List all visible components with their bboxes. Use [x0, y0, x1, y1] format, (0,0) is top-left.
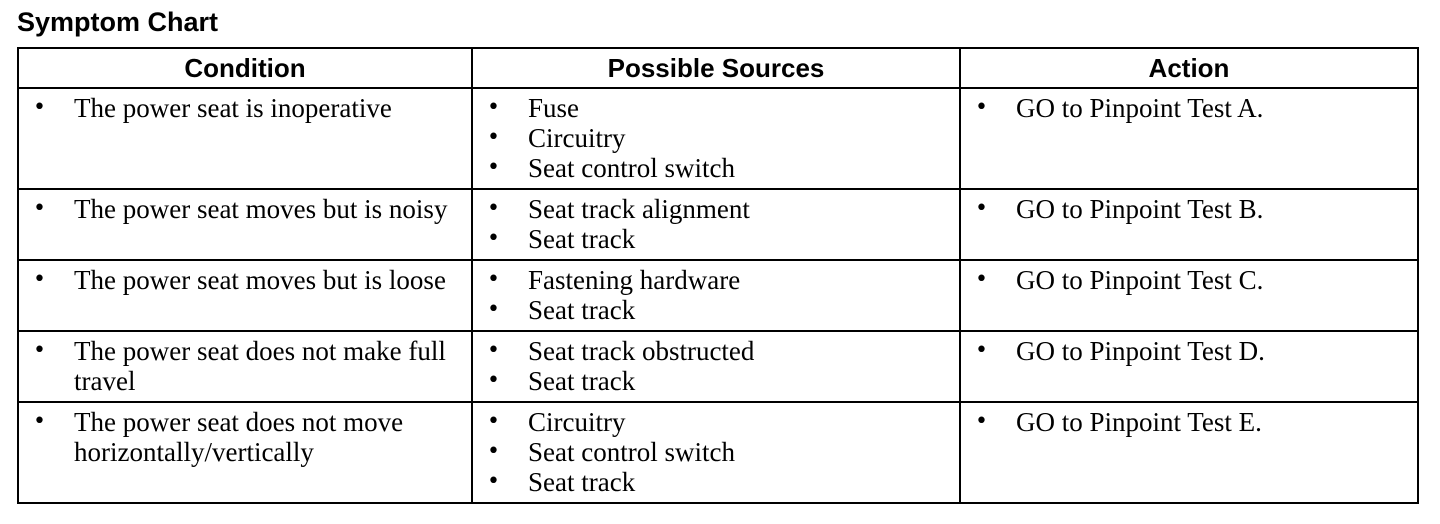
- condition-cell: [18, 260, 472, 331]
- list-item: [971, 194, 1409, 224]
- list-item: [483, 194, 951, 224]
- list-item-text: Seat track alignment: [528, 194, 750, 224]
- table-row: [18, 331, 1418, 402]
- list-item: [483, 366, 951, 396]
- bullet-icon: •: [487, 409, 500, 434]
- list-item-text: Seat track: [528, 224, 636, 254]
- list-item: [29, 407, 463, 467]
- page-title: Symptom Chart: [17, 7, 219, 37]
- list-item-text: Seat track: [528, 295, 636, 325]
- bullet-icon: •: [487, 155, 500, 180]
- table-row: [18, 402, 1418, 503]
- possible-sources-cell: [472, 260, 960, 331]
- bullet-list: [29, 194, 463, 224]
- possible-sources-cell: [472, 402, 960, 503]
- list-item: [483, 224, 951, 254]
- list-item-text: Fastening hardware: [528, 265, 741, 295]
- bullet-list: [971, 194, 1409, 224]
- bullet-icon: •: [975, 409, 988, 434]
- bullet-icon: •: [975, 338, 988, 363]
- bullet-list: [483, 336, 951, 396]
- action-cell: [960, 402, 1418, 503]
- list-item: [29, 93, 463, 123]
- bullet-icon: •: [33, 95, 46, 120]
- bullet-icon: •: [33, 409, 46, 434]
- table-row: [18, 189, 1418, 260]
- bullet-list: [29, 407, 463, 467]
- bullet-icon: •: [487, 297, 500, 322]
- bullet-icon: •: [487, 196, 500, 221]
- bullet-icon: •: [487, 226, 500, 251]
- bullet-icon: •: [33, 196, 46, 221]
- bullet-list: [483, 265, 951, 325]
- bullet-list: [483, 93, 951, 183]
- bullet-icon: •: [975, 95, 988, 120]
- list-item-text: Circuitry: [528, 407, 626, 437]
- bullet-icon: •: [487, 267, 500, 292]
- action-cell: [960, 331, 1418, 402]
- list-item-text: Seat track obstructed: [528, 336, 755, 366]
- bullet-list: [971, 93, 1409, 123]
- symptom-table: [17, 47, 1419, 504]
- bullet-list: [971, 265, 1409, 295]
- list-item-text: Seat control switch: [528, 437, 735, 467]
- bullet-list: [971, 407, 1409, 437]
- condition-cell: [18, 331, 472, 402]
- list-item-text: The power seat is inoperative: [74, 93, 392, 123]
- possible-sources-cell: [472, 189, 960, 260]
- list-item: [971, 93, 1409, 123]
- list-item-text: Fuse: [528, 93, 580, 123]
- list-item: [483, 437, 951, 467]
- list-item: [971, 407, 1409, 437]
- list-item: [483, 123, 951, 153]
- list-item: [483, 467, 951, 497]
- bullet-list: [483, 407, 951, 497]
- list-item-text: Seat track: [528, 467, 636, 497]
- list-item: [483, 93, 951, 123]
- bullet-list: [29, 336, 463, 396]
- bullet-list: [29, 265, 463, 295]
- list-item: [483, 407, 951, 437]
- condition-cell: [18, 88, 472, 189]
- possible-sources-cell: [472, 88, 960, 189]
- action-cell: [960, 88, 1418, 189]
- list-item: [483, 295, 951, 325]
- bullet-icon: •: [975, 267, 988, 292]
- bullet-list: [971, 336, 1409, 366]
- list-item: [483, 265, 951, 295]
- list-item: [29, 194, 463, 224]
- header-row: [18, 48, 1418, 88]
- bullet-icon: •: [487, 338, 500, 363]
- list-item: [29, 336, 463, 396]
- action-cell: [960, 260, 1418, 331]
- list-item: [483, 153, 951, 183]
- bullet-icon: •: [487, 125, 500, 150]
- bullet-list: [483, 194, 951, 254]
- list-item-text: GO to Pinpoint Test A.: [1016, 93, 1264, 123]
- bullet-icon: •: [487, 95, 500, 120]
- list-item-text: Seat control switch: [528, 153, 735, 183]
- table-row: [18, 260, 1418, 331]
- possible-sources-cell: [472, 331, 960, 402]
- bullet-icon: •: [487, 368, 500, 393]
- header-possible-sources: Possible Sources: [472, 48, 960, 88]
- list-item-text: GO to Pinpoint Test C.: [1016, 265, 1264, 295]
- bullet-icon: •: [33, 338, 46, 363]
- list-item-text: The power seat moves but is noisy: [74, 194, 448, 224]
- list-item: [971, 336, 1409, 366]
- list-item-text: GO to Pinpoint Test D.: [1016, 336, 1265, 366]
- action-cell: [960, 189, 1418, 260]
- list-item-text: GO to Pinpoint Test B.: [1016, 194, 1264, 224]
- bullet-icon: •: [487, 469, 500, 494]
- bullet-icon: •: [487, 439, 500, 464]
- condition-cell: [18, 402, 472, 503]
- list-item-text: The power seat moves but is loose: [74, 265, 446, 295]
- list-item: [29, 265, 463, 295]
- list-item: [971, 265, 1409, 295]
- bullet-icon: •: [975, 196, 988, 221]
- table-row: [18, 88, 1418, 189]
- list-item-text: The power seat does not make full travel: [74, 336, 446, 396]
- list-item-text: Seat track: [528, 366, 636, 396]
- header-action: Action: [960, 48, 1418, 88]
- list-item-text: Circuitry: [528, 123, 626, 153]
- list-item: [483, 336, 951, 366]
- bullet-list: [29, 93, 463, 123]
- bullet-icon: •: [33, 267, 46, 292]
- header-condition: Condition: [18, 48, 472, 88]
- list-item-text: GO to Pinpoint Test E.: [1016, 407, 1262, 437]
- condition-cell: [18, 189, 472, 260]
- list-item-text: The power seat does not move horizontally/vertically: [74, 407, 404, 467]
